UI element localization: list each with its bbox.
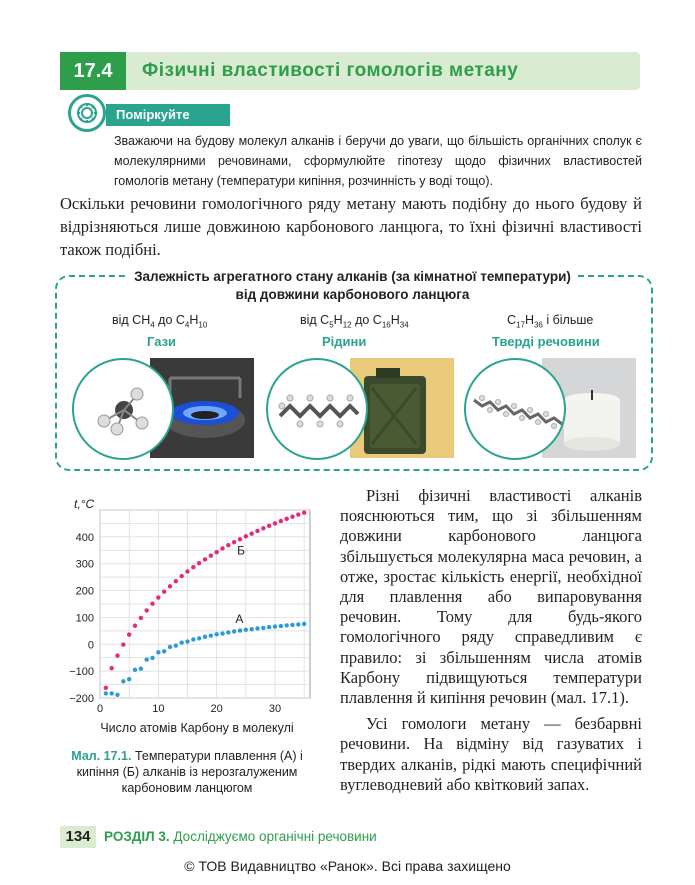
melting-point <box>162 649 166 653</box>
phase-liquid: Рідини <box>322 334 367 349</box>
boiling-point <box>238 537 242 541</box>
melting-point <box>133 668 137 672</box>
boiling-point <box>267 524 271 528</box>
boiling-point <box>139 616 143 620</box>
caption-text: Температури плавлення (А) і кипіння (Б) алканів із нерозгалуженим карбоновим ланцюгом <box>76 749 303 795</box>
melting-point <box>261 626 265 630</box>
boiling-point <box>197 561 201 565</box>
boiling-point <box>261 526 265 530</box>
boiling-point <box>209 553 213 557</box>
chapter-label: РОЗДІЛ 3. Досліджуємо органічні речовини <box>104 829 377 844</box>
solid-range: $C_{17}H_{36}$ і більше <box>507 313 594 330</box>
x-tick-label: 0 <box>96 703 104 715</box>
x-tick-label: 30 <box>268 703 282 715</box>
boiling-point <box>174 579 178 583</box>
boiling-point <box>214 550 218 554</box>
melting-point <box>273 624 277 628</box>
boiling-point <box>144 608 148 612</box>
methane-molecule-image <box>72 358 174 460</box>
melting-point <box>185 639 189 643</box>
boiling-point <box>249 531 253 535</box>
melting-point <box>179 640 183 644</box>
copyright: © ТОВ Видавництво «Ранок». Всі права захищено <box>184 858 511 874</box>
think-label: Поміркуйте <box>106 104 230 126</box>
caption-label: Мал. 17.1. <box>71 749 132 763</box>
boiling-point <box>203 557 207 561</box>
melting-point <box>104 691 108 695</box>
melting-point <box>244 628 248 632</box>
x-tick-label: 10 <box>152 703 165 715</box>
melting-point <box>220 631 224 635</box>
boiling-point <box>273 521 277 525</box>
phase-gas: Гази <box>147 334 177 349</box>
melting-point <box>232 629 236 633</box>
boiling-point <box>104 686 108 690</box>
solid-alkane-molecule-image <box>464 358 566 460</box>
boiling-point <box>127 632 131 636</box>
y-tick-label: 200 <box>75 585 94 598</box>
y-tick-label: 400 <box>75 531 94 544</box>
explanation-text <box>340 486 642 795</box>
melting-point <box>115 693 119 697</box>
x-axis-label: Число атомів Карбону в молекулі <box>100 721 294 735</box>
boiling-point <box>133 624 137 628</box>
temperature-chart <box>62 492 322 742</box>
boiling-point <box>296 512 300 516</box>
melting-point <box>249 627 253 631</box>
y-tick-label: −100 <box>69 666 94 679</box>
melting-point <box>226 630 230 634</box>
explanation-paragraph-2: Усі гомологи метану — безбарвні речовини. На відміну від газуватих і твердих алканів, рідкі мають специфічний вуглеводневий або квітковий запах. <box>340 714 642 794</box>
series-label-b: Б <box>237 543 245 558</box>
melting-point <box>238 628 242 632</box>
melting-point <box>168 645 172 649</box>
phase-solid: Тверді речовини <box>492 334 600 349</box>
boiling-point <box>290 515 294 519</box>
melting-point <box>156 650 160 654</box>
boiling-point <box>121 642 125 646</box>
melting-point <box>197 636 201 640</box>
explanation-paragraph-1: Різні фізичні властивості алканів пояснюються тим, що зі збільшенням довжини карбонового ланцюга збільшується молекулярна маса речовин, а отже, зростає кількість енергії, необхідної для плавлення або випаровування речовин. Тому для будь-якого гомологічного ряду справедливим є правило: зі збільшенням числа атомів Карбону підвищуються температури плавлення й кипіння речовин (мал. 17.1). <box>340 486 642 708</box>
melting-point <box>191 637 195 641</box>
section-title: Фізичні властивості гомологів метану <box>142 60 519 81</box>
boiling-point <box>156 595 160 599</box>
melting-point <box>109 691 113 695</box>
y-tick-label: 300 <box>75 558 94 571</box>
page-number: 134 <box>60 826 96 848</box>
y-axis-label: t,°C <box>74 497 95 511</box>
x-tick-label: 20 <box>210 703 223 715</box>
liquid-alkane-molecule-image <box>266 358 368 460</box>
chart-svg <box>62 492 322 742</box>
melting-point <box>203 635 207 639</box>
intro-paragraph: Оскільки речовини гомологічного ряду метану мають подібну до нього будову й відрізняються лише довжиною карбонового ланцюга, то їхні фізичні властивості також подібні. <box>60 194 642 259</box>
boiling-point <box>179 574 183 578</box>
melting-point <box>284 623 288 627</box>
boiling-point <box>115 653 119 657</box>
states-title <box>70 268 635 304</box>
melting-point <box>174 643 178 647</box>
y-tick-label: 100 <box>75 612 94 625</box>
boiling-point <box>168 584 172 588</box>
boiling-point <box>302 510 306 514</box>
states-title-line2: від довжини карбонового ланцюга <box>230 287 476 302</box>
boiling-point <box>255 529 259 533</box>
boiling-point <box>191 565 195 569</box>
series-label-a: А <box>235 611 244 626</box>
boiling-point <box>232 540 236 544</box>
melting-point <box>209 633 213 637</box>
melting-point <box>127 677 131 681</box>
melting-point <box>279 624 283 628</box>
figure-caption <box>62 748 312 796</box>
y-tick-label: −200 <box>69 693 94 705</box>
melting-point <box>150 656 154 660</box>
gas-range: від $CH_4$ до $C_4H_{10}$ <box>112 313 208 330</box>
melting-point <box>267 625 271 629</box>
boiling-point <box>150 602 154 606</box>
boiling-point <box>162 589 166 593</box>
melting-point <box>302 622 306 626</box>
states-title-line1: Залежність агрегатного стану алканів (за кімнатної температури) <box>128 269 577 284</box>
melting-point <box>214 632 218 636</box>
melting-point <box>290 623 294 627</box>
melting-point <box>139 667 143 671</box>
melting-point <box>121 679 125 683</box>
melting-point <box>255 626 259 630</box>
boiling-point <box>284 517 288 521</box>
liquid-range: від $C_5H_{12}$ до $C_{16}H_{34}$ <box>300 313 409 330</box>
boiling-point <box>244 534 248 538</box>
boiling-point <box>226 543 230 547</box>
boiling-point <box>185 569 189 573</box>
melting-point <box>296 622 300 626</box>
melting-point <box>144 657 148 661</box>
y-tick-label: 0 <box>87 639 94 652</box>
think-text: Зважаючи на будову молекул алканів і беручи до уваги, що більшість органічних сполук є молекулярними речовинами, сформулюйте гіпотезу щодо фізичних властивостей гомологів метану (температури кипіння, розчинність у воді тощо). <box>114 134 642 188</box>
boiling-point <box>279 519 283 523</box>
boiling-point <box>220 546 224 550</box>
section-number: 17.4 <box>60 52 126 90</box>
gear-icon <box>68 94 106 132</box>
boiling-point <box>109 666 113 670</box>
